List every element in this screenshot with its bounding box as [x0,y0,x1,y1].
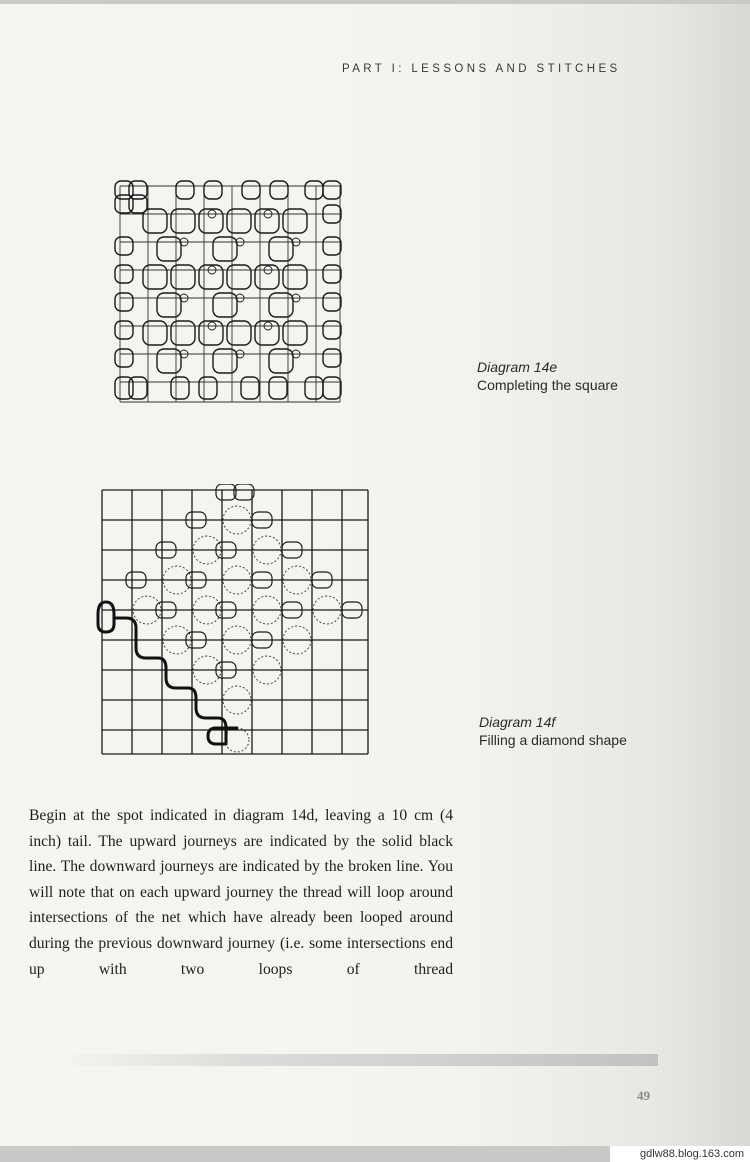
footer-rule [72,1054,658,1066]
page-number: 49 [637,1088,650,1103]
diagram-14e-description: Completing the square [477,377,618,393]
running-header: PART I: LESSONS AND STITCHES [342,63,621,75]
page-top-edge [0,0,750,4]
diagram-14e-caption [477,358,618,394]
diagram-14f-caption [479,713,627,749]
scan-bottom-edge [0,1146,610,1162]
diagram-14f-description: Filling a diamond shape [479,732,627,748]
watermark-text: gdlw88.blog.163.com [610,1146,750,1162]
diagram-14e-title: Diagram 14e [477,359,558,375]
diagram-14f-title: Diagram 14f [479,714,556,730]
diagram-14e-illustration [112,178,348,410]
body-paragraph: Begin at the spot indicated in diagram 14d, leaving a 10 cm (4 inch) tail. The upward journeys are indicated by the solid black line. The downward journeys are indicated by the broken line. You will note that on each upward journey the thread will loop around intersections of the net which have already been looped around during the previous downward journey (i.e. some intersections end up with two loops of thread [29,807,453,978]
diagram-14f-illustration [92,484,374,760]
